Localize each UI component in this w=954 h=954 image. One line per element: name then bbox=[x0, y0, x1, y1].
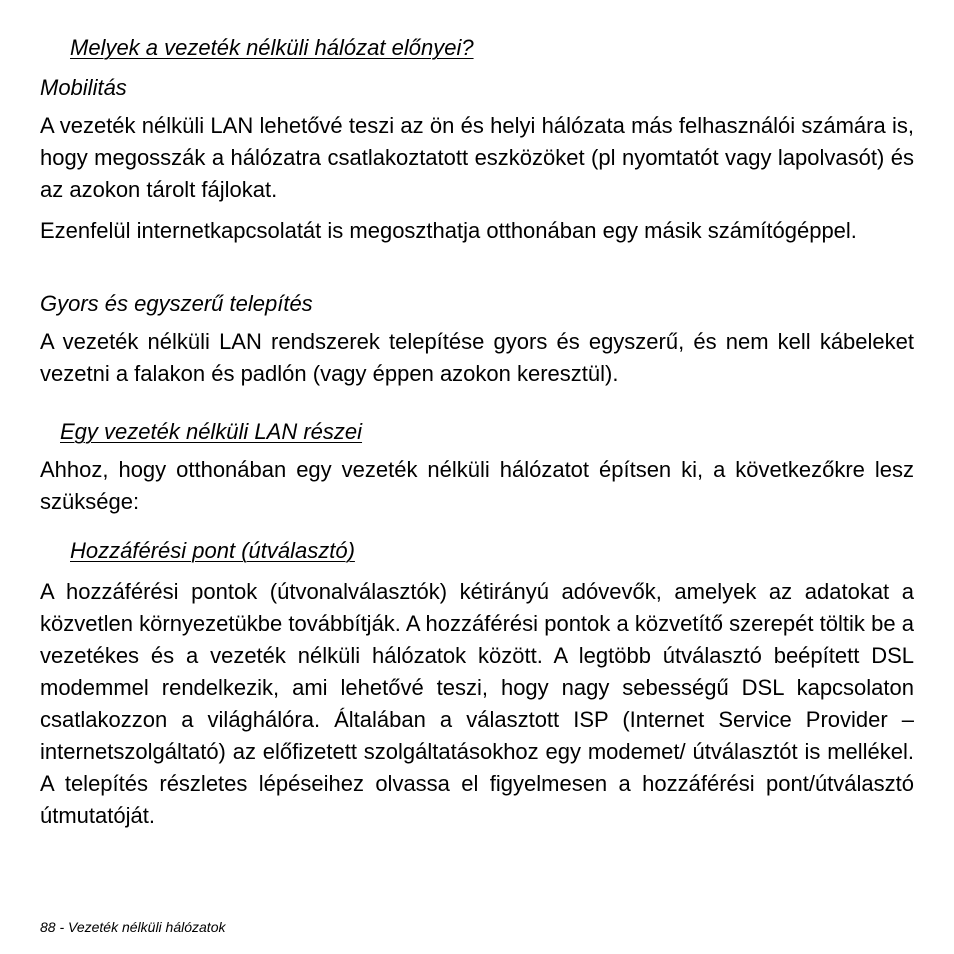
paragraph-lan-parts: Ahhoz, hogy otthonában egy vezeték nélküli hálózatot építsen ki, a következőkre lesz szüksége: bbox=[40, 457, 914, 514]
paragraph-access-point: A hozzáférési pontok (útvonalválasztók) kétirányú adóvevők, amelyek az adatokat a közvetlen környezetükbe továbbítják. A hozzáférési pontok a közvetítő szerepét töltik be a vezetékes és a vezeték nélküli hálózatok között. A legtöbb útválasztó beépített DSL modemmel rendelkezik, ami lehetővé teszi, hogy nagy sebességű DSL kapcsolaton csatlakozzon a világhálóra. Általában a választott ISP (Internet Service Provider – internetszolgáltató) az előfizetett szolgáltatásokhoz egy modemet/ útválasztót is mellékel. A telepítés részletes lépéseihez olvassa el figyelmesen a hozzáférési pont/útválasztó útmutatóját. bbox=[40, 579, 914, 828]
paragraph-mobility-1: A vezeték nélküli LAN lehetővé teszi az ön és helyi hálózata más felhasználói számára is, hogy megosszák a hálózatra csatlakoztatott eszközöket (pl nyomtatót vagy lapolvasót) és az azokon tárolt fájlokat. bbox=[40, 113, 914, 202]
subheading-installation: Gyors és egyszerű telepítés bbox=[40, 291, 313, 316]
subheading-mobility: Mobilitás bbox=[40, 75, 127, 100]
section-heading-lan-parts: Egy vezeték nélküli LAN részei bbox=[60, 419, 363, 444]
paragraph-mobility-2: Ezenfelül internetkapcsolatát is megoszthatja otthonában egy másik számítógéppel. bbox=[40, 218, 857, 243]
section-heading-advantages: Melyek a vezeték nélküli hálózat előnyei? bbox=[70, 35, 474, 60]
paragraph-installation: A vezeték nélküli LAN rendszerek telepítése gyors és egyszerű, és nem kell kábeleket vezetni a falakon és padlón (vagy éppen azokon keresztül). bbox=[40, 329, 914, 386]
section-heading-access-point: Hozzáférési pont (útválasztó) bbox=[70, 538, 355, 563]
page-footer: 88 - Vezeték nélküli hálózatok bbox=[40, 919, 226, 935]
